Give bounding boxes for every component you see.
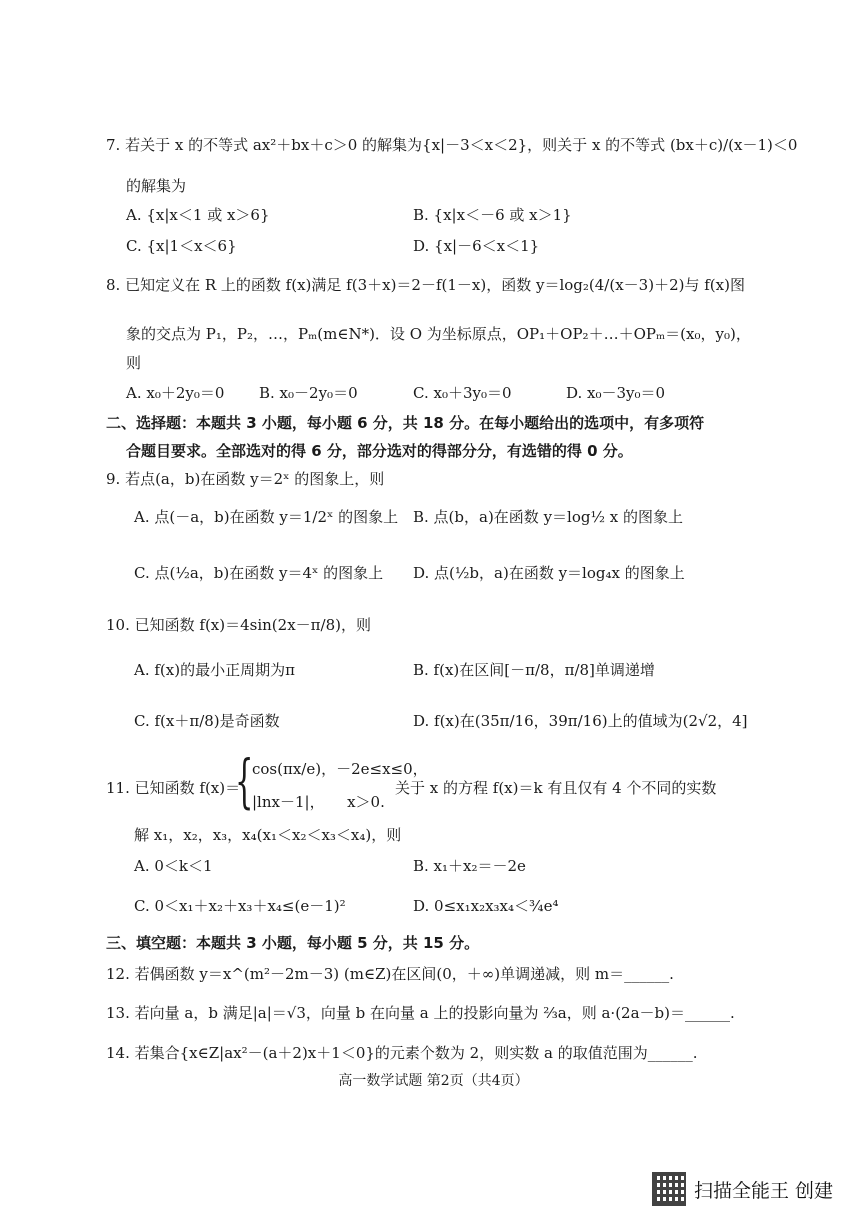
q14-stem: 14. 若集合{x∈Z|ax²－(a＋2)x＋1＜0}的元素个数为 2，则实数 a 的取值范围为______. bbox=[106, 1044, 698, 1062]
watermark-text: 扫描全能王 创建 bbox=[694, 1179, 834, 1202]
q10-option-b: B. f(x)在区间[－π/8，π/8]单调递增 bbox=[413, 661, 655, 679]
q9-option-d: D. 点(½b，a)在函数 y＝log₄x 的图象上 bbox=[413, 564, 685, 582]
q11-option-a: A. 0＜k＜1 bbox=[134, 857, 213, 875]
section-3-heading: 三、填空题：本题共 3 小题，每小题 5 分，共 15 分。 bbox=[106, 934, 480, 952]
q11-option-d: D. 0≤x₁x₂x₃x₄＜¾e⁴ bbox=[413, 897, 559, 915]
q9-stem: 9. 若点(a，b)在函数 y＝2ˣ 的图象上，则 bbox=[106, 470, 385, 488]
q10-option-d: D. f(x)在(35π/16，39π/16)上的值域为(2√2，4] bbox=[413, 712, 748, 730]
q7-stem: 7. 若关于 x 的不等式 ax²＋bx＋c＞0 的解集为{x|－3＜x＜2}，则关于 x 的不等式 (bx＋c)/(x－1)＜0 bbox=[106, 136, 798, 154]
q8-option-c: C. x₀＋3y₀＝0 bbox=[413, 384, 512, 402]
q8-option-a: A. x₀＋2y₀＝0 bbox=[126, 384, 225, 402]
q7-option-d: D. {x|－6＜x＜1} bbox=[413, 237, 540, 255]
q11-piecewise-case-1: cos(πx/e)，－2e≤x≤0， bbox=[252, 760, 428, 778]
q7-option-c: C. {x|1＜x＜6} bbox=[126, 237, 237, 255]
q8-stem-cont: 象的交点为 P₁，P₂，…，Pₘ(m∈N*)．设 O 为坐标原点，OP₁＋OP₂＋…＋OPₘ＝(x₀，y₀)， bbox=[126, 325, 751, 343]
q11-stem-cont: 解 x₁，x₂，x₃，x₄(x₁＜x₂＜x₃＜x₄)，则 bbox=[134, 826, 402, 844]
q7-option-a: A. {x|x＜1 或 x＞6} bbox=[126, 206, 270, 224]
q11-stem-tail: 关于 x 的方程 f(x)＝k 有且仅有 4 个不同的实数 bbox=[395, 779, 717, 797]
q9-option-c: C. 点(½a，b)在函数 y＝4ˣ 的图象上 bbox=[134, 564, 384, 582]
q12-stem: 12. 若偶函数 y＝x^(m²－2m－3) (m∈Z)在区间(0，＋∞)单调递减，则 m＝______. bbox=[106, 965, 674, 983]
section-2-heading: 二、选择题：本题共 3 小题，每小题 6 分，共 18 分。在每小题给出的选项中，有多项符 bbox=[106, 414, 705, 432]
q11-option-c: C. 0＜x₁＋x₂＋x₃＋x₄≤(e－1)² bbox=[134, 897, 346, 915]
q8-stem: 8. 已知定义在 R 上的函数 f(x)满足 f(3＋x)＝2－f(1－x)，函数 y＝log₂(4/(x－3)＋2)与 f(x)图 bbox=[106, 276, 745, 294]
q8-option-b: B. x₀－2y₀＝0 bbox=[259, 384, 358, 402]
q11-option-b: B. x₁＋x₂＝－2e bbox=[413, 857, 526, 875]
qr-code-icon bbox=[652, 1172, 686, 1206]
q9-option-b: B. 点(b，a)在函数 y＝log½ x 的图象上 bbox=[413, 508, 684, 526]
q7-stem-cont: 的解集为 bbox=[126, 177, 187, 195]
q7-option-b: B. {x|x＜－6 或 x＞1} bbox=[413, 206, 572, 224]
q10-option-c: C. f(x＋π/8)是奇函数 bbox=[134, 712, 280, 730]
q11-piecewise-case-2: |lnx－1|， x＞0. bbox=[252, 793, 385, 811]
q9-option-a: A. 点(－a，b)在函数 y＝1/2ˣ 的图象上 bbox=[134, 508, 399, 526]
q10-option-a: A. f(x)的最小正周期为π bbox=[134, 661, 295, 679]
q8-option-d: D. x₀－3y₀＝0 bbox=[566, 384, 666, 402]
q13-stem: 13. 若向量 a，b 满足|a|＝√3，向量 b 在向量 a 上的投影向量为 ⅔a，则 a·(2a－b)＝______. bbox=[106, 1004, 735, 1022]
section-2-heading-cont: 合题目要求。全部选对的得 6 分，部分选对的得部分分，有选错的得 0 分。 bbox=[126, 442, 633, 460]
q11-piecewise-brace: { bbox=[235, 747, 254, 815]
q11-stem-lead: 11. 已知函数 f(x)＝ bbox=[106, 779, 241, 797]
q8-stem-end: 则 bbox=[126, 354, 142, 372]
page-footer: 高一数学试题 第2页（共4页） bbox=[338, 1073, 529, 1089]
q10-stem: 10. 已知函数 f(x)＝4sin(2x－π/8)，则 bbox=[106, 616, 371, 634]
scanner-watermark bbox=[652, 1172, 833, 1206]
